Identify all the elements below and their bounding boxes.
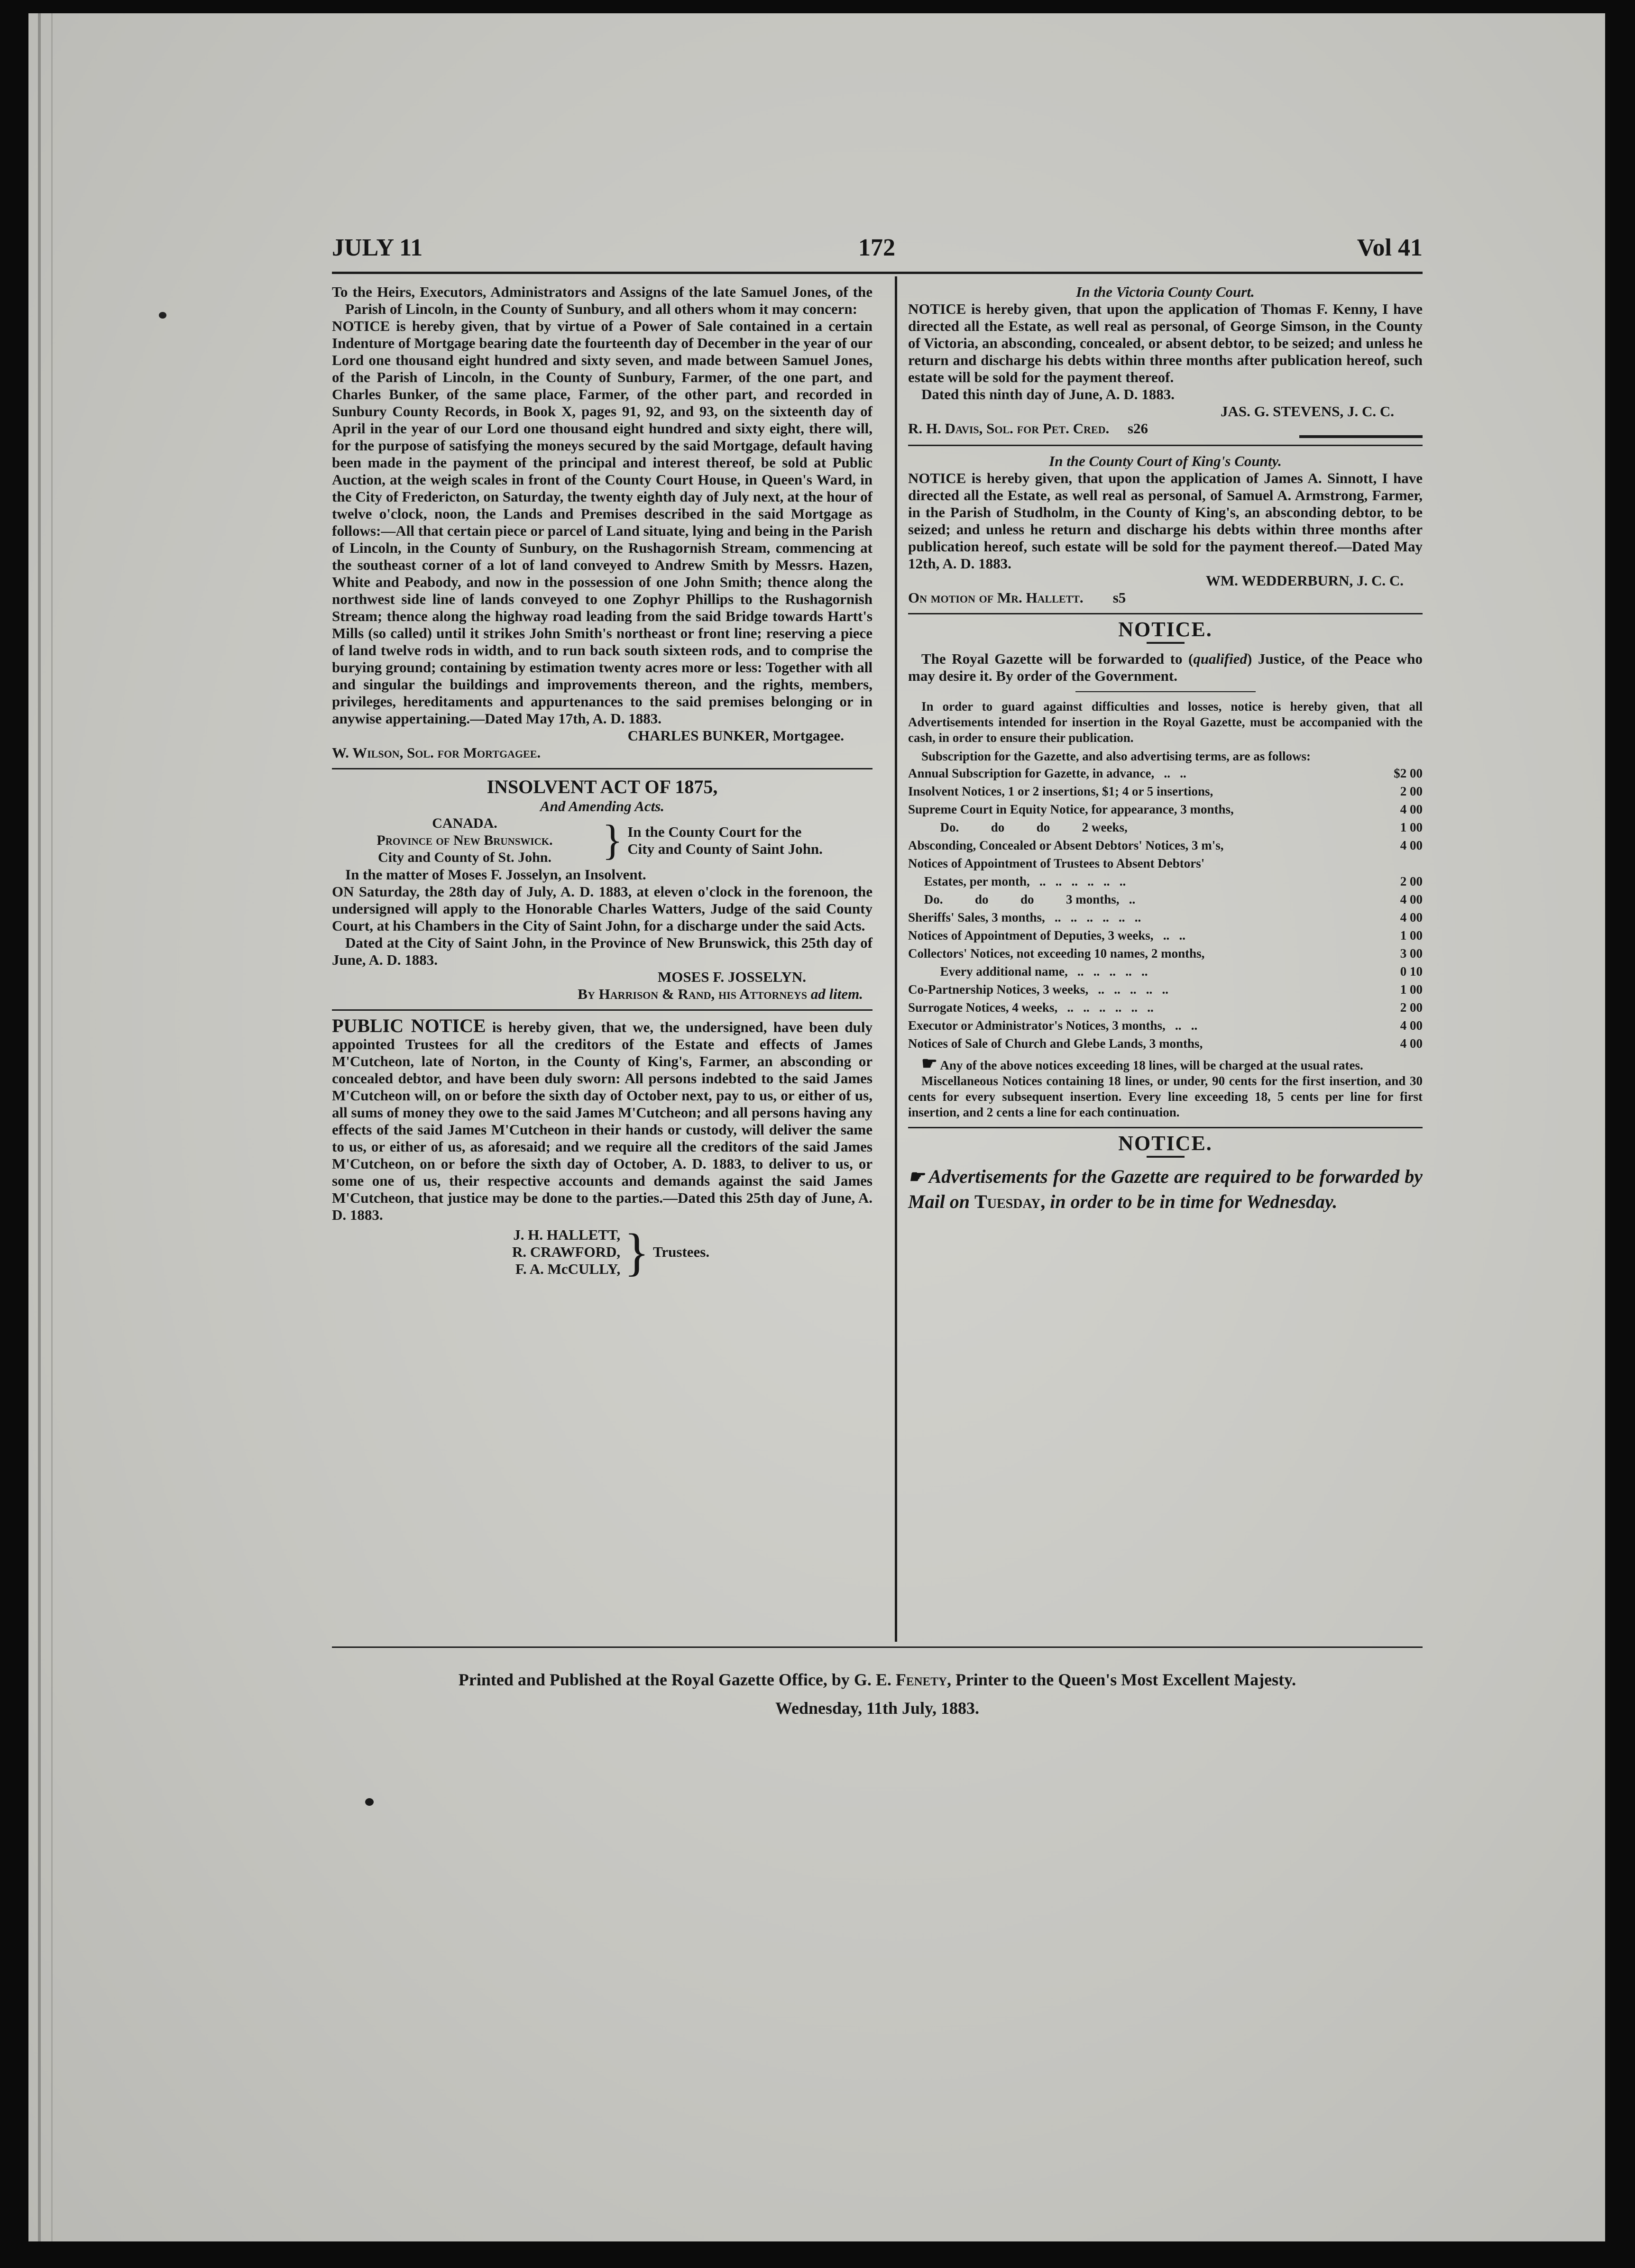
victoria-dated: Dated this ninth day of June, A. D. 1883. xyxy=(921,386,1175,402)
forwarding-text: The Royal Gazette will be forwarded to ( xyxy=(921,650,1194,667)
trustee-name: J. H. HALLETT, xyxy=(513,1226,621,1243)
short-rule xyxy=(1147,1156,1185,1158)
rate-row xyxy=(908,962,1423,980)
footer xyxy=(332,1665,1423,1722)
attorneys-suffix: ad litem. xyxy=(810,986,863,1002)
kings-signer: WM. WEDDERBURN, J. C. C. xyxy=(1205,572,1404,589)
rate-label: Notices of Sale of Church and Glebe Lands, 3 months, xyxy=(908,1036,1203,1051)
rate-row xyxy=(908,782,1423,800)
masthead-rule xyxy=(332,272,1423,274)
rate-value: 1 00 xyxy=(1400,982,1423,997)
victoria-code: s26 xyxy=(1127,420,1148,437)
rate-label: Do. do do 2 weeks, xyxy=(908,820,1128,834)
insolvent-attorneys xyxy=(332,986,873,1003)
trustees-label: Trustees. xyxy=(653,1244,710,1260)
insolvent-dated: Dated at the City of Saint John, in the Province of New Brunswick, this 25th day of June, A. D. 1883. xyxy=(332,934,873,968)
column-divider xyxy=(895,276,897,1642)
rate-value: 1 00 xyxy=(1400,928,1423,942)
rate-row xyxy=(908,800,1423,818)
rate-value: 4 00 xyxy=(1400,892,1423,906)
forwarding-italic: qualified xyxy=(1193,650,1247,667)
victoria-heading: In the Victoria County Court. xyxy=(1076,284,1255,300)
brace-glyph: } xyxy=(602,817,623,864)
mail-notice-text xyxy=(908,1164,1423,1214)
rate-row xyxy=(908,926,1423,944)
rate-row xyxy=(908,1016,1423,1034)
rate-value: 1 00 xyxy=(1400,820,1423,834)
short-rule xyxy=(1075,691,1256,692)
mail-text: in order to be in time for Wednesday. xyxy=(1050,1191,1338,1212)
rate-label: Supreme Court in Equity Notice, for appearance, 3 months, xyxy=(908,802,1234,816)
rate-label: Insolvent Notices, 1 or 2 insertions, $1; 4 or 5 insertions, xyxy=(908,784,1213,798)
rate-value: $2 00 xyxy=(1394,766,1423,780)
imprint-date: Wednesday, 11th July, 1883. xyxy=(775,1699,980,1718)
public-notice-lead: PUBLIC NOTICE xyxy=(332,1015,486,1036)
insolvent-notice xyxy=(332,776,873,1003)
insolvent-court-line2: City and County of Saint John. xyxy=(627,841,823,857)
ink-spot xyxy=(159,312,166,319)
public-notice-text: is hereby given, that we, the undersigned, have been duly appointed Trustees for all the creditors of the Estate and effects of James M'Cutcheon, late of Norton, in the County of King's, Farmer, an absconding or concealed debtor, and have been duly sworn: All persons indebted to the said James M'Cutcheon will, on or before the sixth day of October next, pay to us, or either of us, all sums of money they owe to the said James M'Cutcheon; and all persons having any effects of the said James M'Cutcheon in their hands or custody, will deliver the same to us, or either of us, as aforesaid; and we require all the creditors of the said James M'Cutcheon, on or before the sixth day of October, A. D. 1883, to deliver to us, or some one of us, their respective accounts and demands against the said James M'Cutcheon, that justice may be done to the parties.—Dated this 25th day of June, A. D. 1883. xyxy=(332,1019,873,1223)
mail-text: Advertisements for the Gazette are required to be forwarded by Mail on xyxy=(908,1166,1423,1212)
kings-motion-line xyxy=(908,589,1423,606)
insolvent-matter: In the matter of Moses F. Josselyn, an Insolvent. xyxy=(345,866,646,883)
rate-row xyxy=(908,836,1423,854)
rate-row xyxy=(908,764,1423,782)
forwarding-text: ) Justice, of the Peace who may desire it. By order of the Government. xyxy=(908,650,1423,684)
mortgage-notice xyxy=(332,284,873,761)
section-rule xyxy=(908,445,1423,446)
victoria-signer: JAS. G. STEVENS, J. C. C. xyxy=(1220,403,1394,420)
mortgage-solicitor: W. Wilson, Sol. for Mortgagee. xyxy=(332,744,541,761)
imprint-printer: G. E. Fenety, xyxy=(854,1670,951,1689)
rate-row xyxy=(908,944,1423,962)
court-brace xyxy=(332,815,873,866)
rate-label: Notices of Appointment of Trustees to Absent Debtors' xyxy=(908,856,1205,870)
masthead-date: JULY 11 xyxy=(332,234,423,261)
mail-day: Tuesday, xyxy=(974,1191,1046,1212)
rate-label: Annual Subscription for Gazette, in advance, .. .. xyxy=(908,766,1186,780)
insolvent-body: ON Saturday, the 28th day of July, A. D. 1883, at eleven o'clock in the forenoon, the undersigned will apply to the Honorable Charles Watters, Judge of the said County Court, at his Chambers in the City of Saint John, for a discharge under the said Acts. xyxy=(332,883,873,934)
terms-intro: Subscription for the Gazette, and also advertising terms, are as follows: xyxy=(921,749,1311,763)
short-rule xyxy=(1147,642,1185,644)
kings-court-notice xyxy=(908,453,1423,606)
insolvent-title: INSOLVENT ACT OF 1875, xyxy=(487,776,718,797)
rate-row xyxy=(908,818,1423,836)
rate-value xyxy=(1370,854,1423,872)
rate-label: Surrogate Notices, 4 weeks, .. .. .. .. .. .. xyxy=(908,1000,1154,1015)
misc-notice: Miscellaneous Notices containing 18 lines, or under, 90 cents for the first insertion, and 30 cents for every subsequent insertion. Every line exceeding 18, 5 cents per line for first insertion, and 2 cents a line for each continuation. xyxy=(908,1074,1423,1119)
trustees-brace xyxy=(512,1223,873,1281)
victoria-body: NOTICE is hereby given, that upon the application of Thomas F. Kenny, I have directed all the Estate, as well real as personal, of George Simson, in the County of Victoria, an absconding, concealed, or absent debtor, to be seized; and unless he return and discharge his debts within three months after publication hereof, such estate will be sold for the payment thereof. xyxy=(908,301,1423,385)
section-rule xyxy=(1299,435,1423,438)
attorneys-prefix: By Harrison & Rand, his Attorneys xyxy=(578,986,808,1002)
imprint-text: Printer to the Queen's Most Excellent Majesty. xyxy=(955,1670,1296,1689)
pointing-hand-icon: ☛ xyxy=(921,1054,938,1074)
insolvent-subtitle: And Amending Acts. xyxy=(540,798,665,814)
excess-notice xyxy=(908,1056,1423,1073)
rate-value: 0 10 xyxy=(1400,964,1423,979)
ink-spot xyxy=(365,1798,374,1806)
rate-label: Absconding, Concealed or Absent Debtors' Notices, 3 m's, xyxy=(908,838,1224,852)
left-column xyxy=(332,284,873,1281)
section-rule xyxy=(332,768,873,769)
rate-label: Estates, per month, .. .. .. .. .. .. xyxy=(908,874,1126,888)
rate-label: Notices of Appointment of Deputies, 3 weeks, .. .. xyxy=(908,928,1185,942)
excess-text: Any of the above notices exceeding 18 lines, will be charged at the usual rates. xyxy=(940,1058,1363,1072)
rate-row xyxy=(908,1034,1423,1052)
scanned-page xyxy=(28,13,1605,2241)
victoria-solicitor: R. H. Davis, Sol. for Pet. Cred. xyxy=(908,420,1110,437)
trustee-name: F. A. McCULLY, xyxy=(515,1261,621,1277)
imprint xyxy=(332,1665,1423,1694)
gazette-sheet xyxy=(332,224,1423,1718)
insolvent-country: CANADA. xyxy=(432,815,497,831)
forwarding-notice xyxy=(908,650,1423,685)
rate-value: 3 00 xyxy=(1400,946,1423,960)
rate-value: 4 00 xyxy=(1400,802,1423,816)
kings-code: s5 xyxy=(1112,589,1126,606)
rate-row xyxy=(908,854,1423,872)
rate-value: 4 00 xyxy=(1400,838,1423,852)
section-rule xyxy=(908,1127,1423,1128)
kings-heading: In the County Court of King's County. xyxy=(1049,453,1282,469)
imprint-text: Printed and Published at the Royal Gazette Office, by xyxy=(458,1670,850,1689)
right-column xyxy=(908,284,1423,1214)
rate-value: 2 00 xyxy=(1400,874,1423,888)
pointing-hand-icon: ☛ xyxy=(908,1167,925,1187)
trustee-name: R. CRAWFORD, xyxy=(512,1244,621,1260)
masthead-page-number: 172 xyxy=(858,234,895,261)
section-rule xyxy=(332,1009,873,1011)
mortgage-address: To the Heirs, Executors, Administrators and Assigns of the late Samuel Jones, of the Parish of Lincoln, in the County of Sunbury, and all others whom it may concern: xyxy=(332,284,873,317)
notice-heading: NOTICE. xyxy=(1118,618,1212,641)
rate-label: Co-Partnership Notices, 3 weeks, .. .. .. .. .. xyxy=(908,982,1168,997)
section-rule xyxy=(908,613,1423,614)
masthead xyxy=(332,224,1423,272)
rates-table xyxy=(908,764,1423,1052)
kings-body: NOTICE is hereby given, that upon the application of James A. Sinnott, I have directed all the Estate, as well real as personal, of Samuel A. Armstrong, Farmer, in the Parish of Studholm, in the County of King's, an absconding debtor, to be seized; and unless he return and discharge his debts within three months after publication hereof, such estate will be sold for the payment thereof.—Dated May 12th, A. D. 1883. xyxy=(908,470,1423,572)
mortgage-signer: CHARLES BUNKER, Mortgagee. xyxy=(627,727,844,744)
insolvent-province: Province of New Brunswick. xyxy=(377,832,553,848)
rate-row xyxy=(908,908,1423,926)
rate-label: Every additional name, .. .. .. .. .. xyxy=(908,964,1148,979)
rate-value: 2 00 xyxy=(1400,1000,1423,1015)
mail-notice xyxy=(908,1132,1423,1214)
public-notice-body xyxy=(332,1017,873,1224)
victoria-court-notice xyxy=(908,284,1423,438)
rate-row xyxy=(908,872,1423,890)
gazette-notice xyxy=(908,618,1423,1120)
masthead-volume: Vol 41 xyxy=(1357,234,1423,261)
victoria-solicitor-line xyxy=(908,420,1423,437)
brace-glyph: } xyxy=(624,1223,649,1281)
rate-value: 4 00 xyxy=(1400,910,1423,924)
insolvent-court-line1: In the County Court for the xyxy=(627,823,802,840)
rate-value: 2 00 xyxy=(1400,784,1423,798)
notice-heading: NOTICE. xyxy=(1118,1132,1212,1155)
mortgage-body: NOTICE is hereby given, that by virtue of a Power of Sale contained in a certain Indenture of Mortgage bearing date the fourteenth day of December in the year of our Lord one thousand eight hundred and sixty seven, and made between Samuel Jones, of the Parish of Lincoln, in the County of Sunbury, Farmer, of the one part, and Charles Bunker, of the same place, Farmer, of the other part, and recorded in Sunbury County Records, in Book X, pages 91, 92, and 93, on the sixteenth day of April in the year of our Lord one thousand eight hundred and sixty eight, there will, for the purpose of satisfying the moneys secured by the said Mortgage, default having been made in the payment of the principal and interest thereof, be sold at Public Auction, at the weigh scales in front of the County Court House, in Queen's Ward, in the City of Fredericton, on Saturday, the twenty eighth day of July next, at the hour of twelve o'clock, noon, the Lands and Premises described in the said Mortgage as follows:—All that certain piece or parcel of Land situate, lying and being in the Parish of Lincoln, in the County of Sunbury, on the Rushagornish Stream, commencing at the southeast corner of a lot of land conveyed to Andrew Smith by Messrs. Hazen, White and Peabody, and now in the possession of one John Smith; thence along the northwest side line of lands conveyed to one Zophyr Phillips to the Rushagornish Stream; thence along the highway road leading from the said Bridge towards Hartt's Mills (so called) until it strikes John Smith's northeast or front line; reserving a piece of land twelve rods in width, and to run back south sixteen rods, and to comprise the burying ground; containing by estimation twenty acres more or less: Together with all and singular the buildings and improvements thereon, and the rights, members, privileges, hereditaments and appurtenances to the said premises belonging or in anywise appertaining.—Dated May 17th, A. D. 1883. xyxy=(332,318,873,727)
rate-label: Collectors' Notices, not exceeding 10 names, 2 months, xyxy=(908,946,1205,960)
rate-label: Executor or Administrator's Notices, 3 months, .. .. xyxy=(908,1018,1198,1033)
cash-notice: In order to guard against difficulties and losses, notice is hereby given, that all Advertisements intended for insertion in the Royal Gazette, must be accompanied with the cash, in order to ensure their publication. xyxy=(908,699,1423,745)
trustees-notice xyxy=(332,1015,873,1281)
rate-value: 4 00 xyxy=(1400,1018,1423,1033)
rate-row xyxy=(908,890,1423,908)
insolvent-city: City and County of St. John. xyxy=(378,850,551,865)
rate-row xyxy=(908,998,1423,1016)
kings-motion: On motion of Mr. Hallett. xyxy=(908,589,1084,606)
rate-label: Do. do do 3 months, .. xyxy=(908,892,1136,906)
rate-row xyxy=(908,980,1423,998)
footer-rule xyxy=(332,1646,1423,1648)
rate-value: 4 00 xyxy=(1400,1036,1423,1051)
rate-label: Sheriffs' Sales, 3 months, .. .. .. .. .. .. xyxy=(908,910,1141,924)
insolvent-signer: MOSES F. JOSSELYN. xyxy=(658,969,806,985)
